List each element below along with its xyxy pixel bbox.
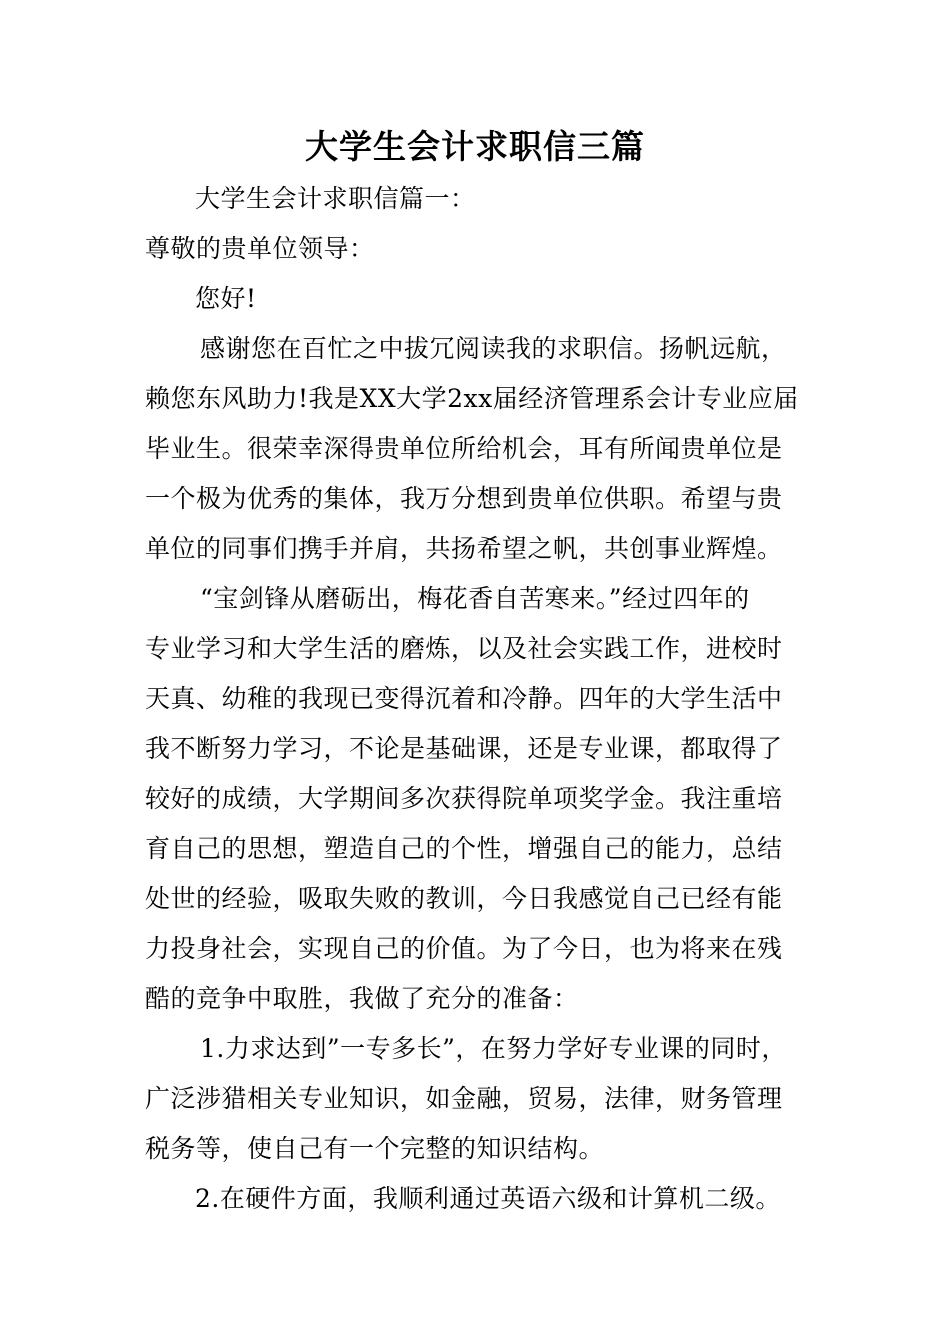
paragraph1-line: 感谢您在百忙之中拔冗阅读我的求职信。扬帆远航， (200, 334, 787, 363)
item1-line: 1.力求达到”一专多长”，在努力学好专业课的同时， (200, 1034, 787, 1063)
paragraph2-line: 我不断努力学习，不论是基础课，还是专业课，都取得了 (145, 734, 783, 763)
paragraph2-line: 专业学习和大学生活的磨炼，以及社会实践工作，进校时 (145, 634, 783, 663)
item1-line: 广泛涉猎相关专业知识，如金融，贸易，法律，财务管理 (145, 1084, 783, 1113)
paragraph2-line: 酷的竞争中取胜，我做了充分的准备： (145, 984, 579, 1013)
paragraph2-line: “宝剑锋从磨砺出，梅花香自苦寒来。”经过四年的 (200, 584, 750, 613)
paragraph2-line: 天真、幼稚的我现已变得沉着和冷静。四年的大学生活中 (145, 684, 783, 713)
paragraph1-line: 一个极为优秀的集体，我万分想到贵单位供职。希望与贵 (145, 484, 783, 513)
paragraph1-line: 单位的同事们携手并肩，共扬希望之帆，共创事业辉煌。 (145, 534, 783, 563)
paragraph2-line: 育自己的思想，塑造自己的个性，增强自己的能力，总结 (145, 834, 783, 863)
salutation: 尊敬的贵单位领导： (145, 234, 375, 263)
paragraph1-line: 毕业生。很荣幸深得贵单位所给机会，耳有所闻贵单位是 (145, 434, 783, 463)
section-heading: 大学生会计求职信篇一： (195, 184, 476, 213)
paragraph2-line: 力投身社会，实现自己的价值。为了今日，也为将来在残 (145, 934, 783, 963)
document-title: 大学生会计求职信三篇 (305, 127, 645, 166)
paragraph1-line: 赖您东风助力!我是XX大学2xx届经济管理系会计专业应届 (145, 384, 799, 413)
item1-line: 税务等，使自己有一个完整的知识结构。 (145, 1134, 605, 1163)
greeting: 您好! (195, 284, 257, 313)
paragraph2-line: 处世的经验，吸取失败的教训，今日我感觉自己已经有能 (145, 884, 783, 913)
item2-line: 2.在硬件方面，我顺利通过英语六级和计算机二级。 (195, 1184, 781, 1213)
paragraph2-line: 较好的成绩，大学期间多次获得院单项奖学金。我注重培 (145, 784, 783, 813)
